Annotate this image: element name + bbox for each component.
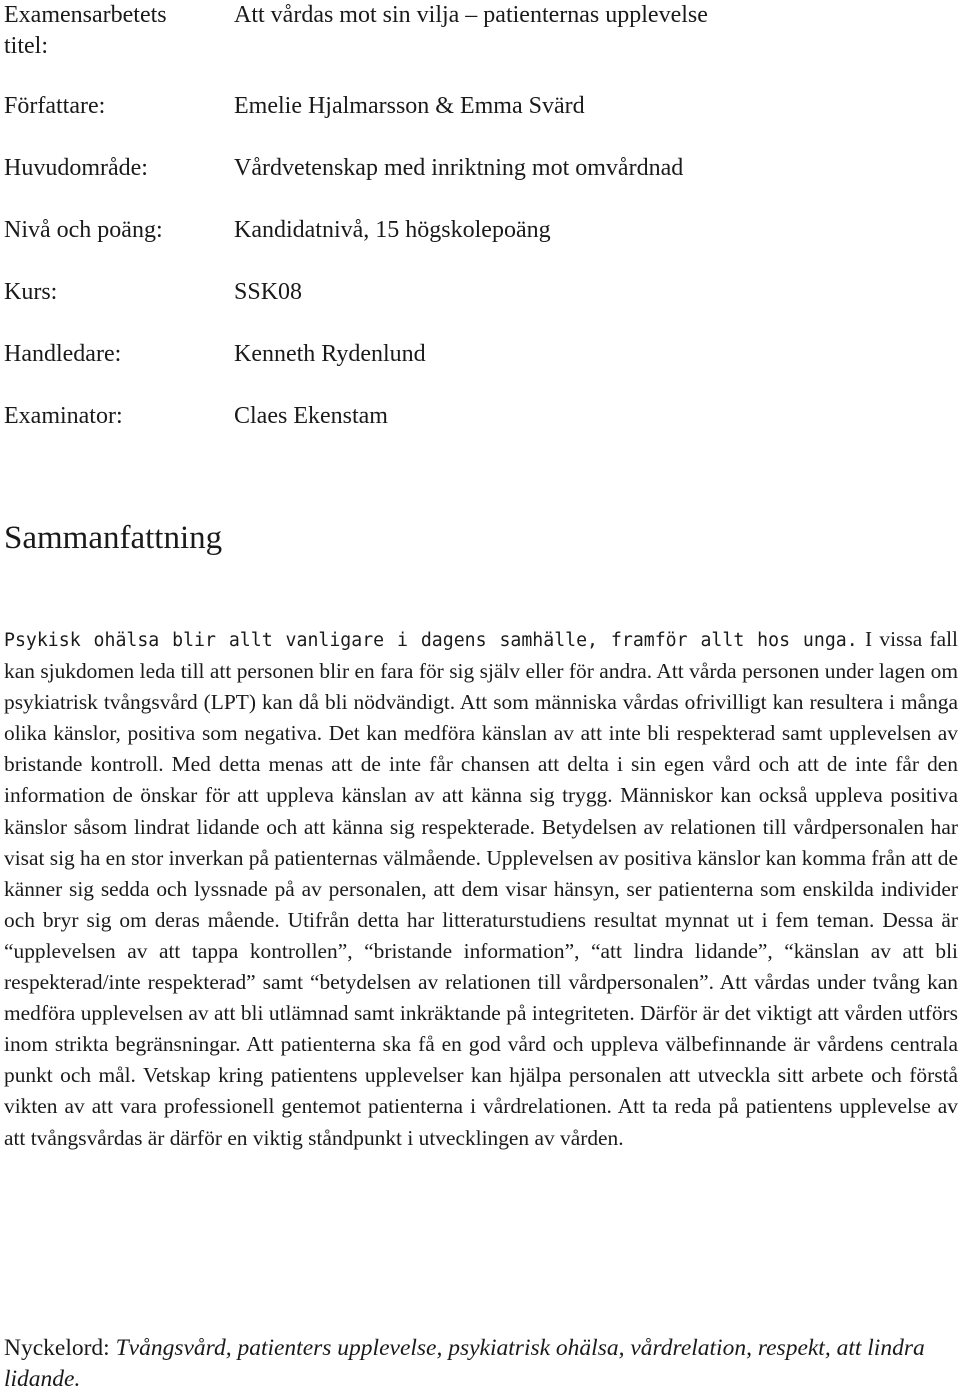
meta-value-authors: Emelie Hjalmarsson & Emma Svärd xyxy=(234,93,585,119)
abstract-lead-sentence: Psykisk ohälsa blir allt vanligare i dagens samhälle, framför allt hos unga. xyxy=(4,630,858,651)
abstract-heading: Sammanfattning xyxy=(4,520,223,556)
meta-value-main-area: Vårdvetenskap med inriktning mot omvårdnad xyxy=(234,155,684,181)
meta-value-course: SSK08 xyxy=(234,279,303,305)
meta-label-level: Nivå och poäng: xyxy=(4,217,163,243)
meta-label-supervisor: Handledare: xyxy=(4,341,122,367)
meta-label-authors: Författare: xyxy=(4,93,106,119)
keywords-line xyxy=(4,1333,958,1395)
abstract-body: I vissa fall kan sjukdomen leda till att personen blir en fara för sig själv eller för andra. Att vårda personen under lagen om psykiatrisk tvångsvård (LPT) kan då bli nödvändigt. Att som människa vårdas ofrivilligt kan resultera i många olika känslor, positiva som negativa. Det kan medföra känslan av att inte bli respekterad samt upplevelsen av bristande kontroll. Med detta menas att de inte får chansen att delta i sin egen vård och att de inte får den information de önskar för att uppleva känslan av att känna sig trygg. Människor kan också uppleva positiva känslor såsom lindrat lidande och att känna sig respekterade. Betydelsen av relationen till vårdpersonalen har visat sig ha en stor inverkan på patienternas välmående. Upplevelsen av positiva känslor kan komma från att de känner sig sedda och lyssnade på av personalen, att dem visar hänsyn, ser patienterna som enskilda individer och bryr sig om deras mående. Utifrån detta har litteraturstudiens resultat mynnat ut i fem teman. Dessa är “upplevelsen av att tappa kontrollen”, “bristande information”, “att lindra lidande”, “känslan av att bli respekterad/inte respekterad” samt “betydelsen av relationen till vårdpersonalen”. Att vårdas under tvång kan medföra upplevelsen av att bli utlämnad samt inkräktande på integriteten. Därför är det viktigt att vården utförs inom strikta begränsningar. Att patienterna ska få en god vård och uppleva välbefinnande är vårdens centrala punkt och mål. Vetskap kring patientens upplevelser kan hjälpa personalen att utveckla sitt arbete och förstå vikten av att vara professionell gentemot patienterna i vårdrelationen. Att ta reda på patientens upplevelse av att tvångsvårdas är därför en viktig ståndpunkt i utvecklingen av vården. xyxy=(4,627,958,1150)
keywords-label: Nyckelord: xyxy=(4,1335,110,1361)
meta-label-main-area: Huvudområde: xyxy=(4,155,148,181)
meta-value-title: Att vårdas mot sin vilja – patienternas upplevelse xyxy=(234,2,708,28)
meta-label-examiner: Examinator: xyxy=(4,403,123,429)
abstract-paragraph xyxy=(4,624,958,1154)
meta-label-title: Examensarbetets titel: xyxy=(4,2,167,59)
keywords-list: Tvångsvård, patienters upplevelse, psykiatrisk ohälsa, vårdrelation, respekt, att lindra lidande. xyxy=(4,1335,925,1392)
meta-label-course: Kurs: xyxy=(4,279,58,305)
meta-value-examiner: Claes Ekenstam xyxy=(234,403,388,429)
meta-value-supervisor: Kenneth Rydenlund xyxy=(234,341,426,367)
meta-value-level: Kandidatnivå, 15 högskolepoäng xyxy=(234,217,551,243)
